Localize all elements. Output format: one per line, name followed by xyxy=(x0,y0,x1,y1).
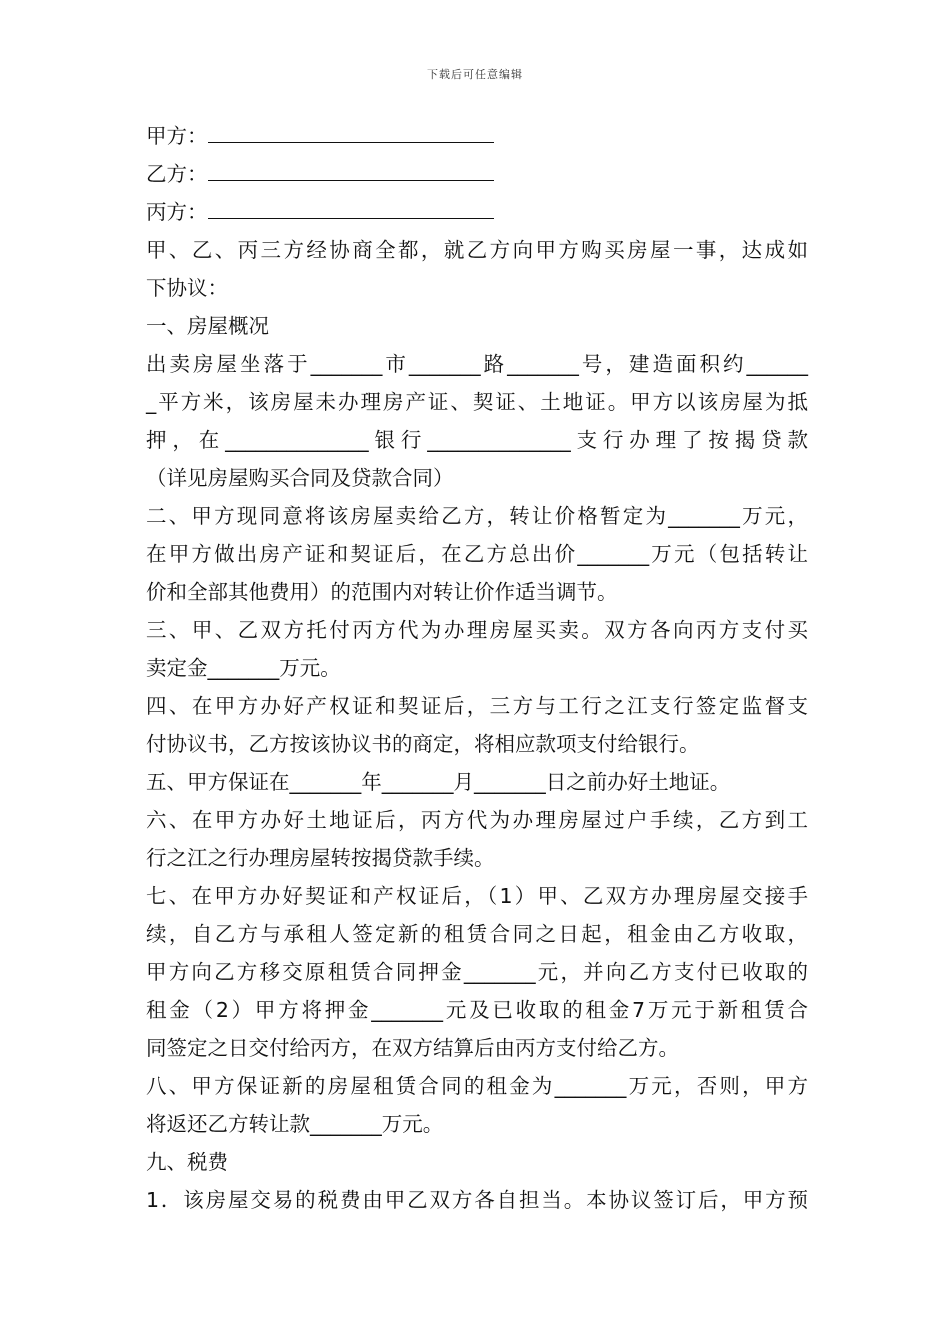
section-heading: 九、税费 xyxy=(146,1150,228,1174)
text-line: 出卖房屋坐落于_______市_______路_______号，建造面积约______ xyxy=(146,352,808,376)
text-line: 价和全部其他费用）的范围内对转让价作适当调节。 xyxy=(146,580,618,604)
party-label: 丙方： xyxy=(146,200,208,224)
party-line-b xyxy=(146,155,808,193)
text-line: 八、甲方保证新的房屋租赁合同的租金为_______万元，否则，甲方 xyxy=(146,1074,808,1098)
text-line: 甲方向乙方移交原租赁合同押金_______元，并向乙方支付已收取的 xyxy=(146,960,808,984)
header-note: 下载后可任意编辑 xyxy=(427,68,523,81)
text-line: 二、甲方现同意将该房屋卖给乙方，转让价格暂定为_______万元， xyxy=(146,504,808,528)
signature-blank xyxy=(208,198,494,219)
text-line: 五、甲方保证在_______年_______月_______日之前办好土地证。 xyxy=(146,770,731,794)
text-line: 七、在甲方办好契证和产权证后，（1）甲、乙双方办理房屋交接手 xyxy=(146,884,808,908)
text-line: 同签定之日交付给丙方，在双方结算后由丙方支付给乙方。 xyxy=(146,1036,679,1060)
signature-blank xyxy=(208,122,494,143)
text-line: 甲、乙、丙三方经协商全都，就乙方向甲方购买房屋一事，达成如 xyxy=(146,238,808,262)
text-line: 续，自乙方与承租人签定新的租赁合同之日起，租金由乙方收取， xyxy=(146,922,808,946)
party-line-a xyxy=(146,117,808,155)
document-body xyxy=(146,117,808,1219)
text-line: 押，在______________银行______________支行办理了按揭贷款 xyxy=(146,428,808,452)
signature-blank xyxy=(208,160,494,181)
text-line: 下协议： xyxy=(146,276,228,300)
section-heading: 一、房屋概况 xyxy=(146,314,269,338)
text-line: _平方米，该房屋未办理房产证、契证、土地证。甲方以该房屋为抵 xyxy=(146,390,808,414)
text-line: 三、甲、乙双方托付丙方代为办理房屋买卖。双方各向丙方支付买 xyxy=(146,618,808,642)
party-line-c xyxy=(146,193,808,231)
text-line: 将返还乙方转让款_______万元。 xyxy=(146,1112,444,1136)
text-line: （详见房屋购买合同及贷款合同） xyxy=(146,466,454,490)
text-line: 四、在甲方办好产权证和契证后，三方与工行之江支行签定监督支 xyxy=(146,694,808,718)
text-line: 付协议书，乙方按该协议书的商定，将相应款项支付给银行。 xyxy=(146,732,700,756)
text-line: 行之江之行办理房屋转按揭贷款手续。 xyxy=(146,846,495,870)
party-label: 甲方： xyxy=(146,124,208,148)
text-line: 六、在甲方办好土地证后，丙方代为办理房屋过户手续，乙方到工 xyxy=(146,808,808,832)
text-line: 在甲方做出房产证和契证后，在乙方总出价_______万元（包括转让 xyxy=(146,542,808,566)
text-line: 租金（2）甲方将押金_______元及已收取的租金7万元于新租赁合 xyxy=(146,998,808,1022)
text-line: 1．该房屋交易的税费由甲乙双方各自担当。本协议签订后，甲方预 xyxy=(146,1188,808,1212)
text-line: 卖定金_______万元。 xyxy=(146,656,341,680)
party-label: 乙方： xyxy=(146,162,208,186)
